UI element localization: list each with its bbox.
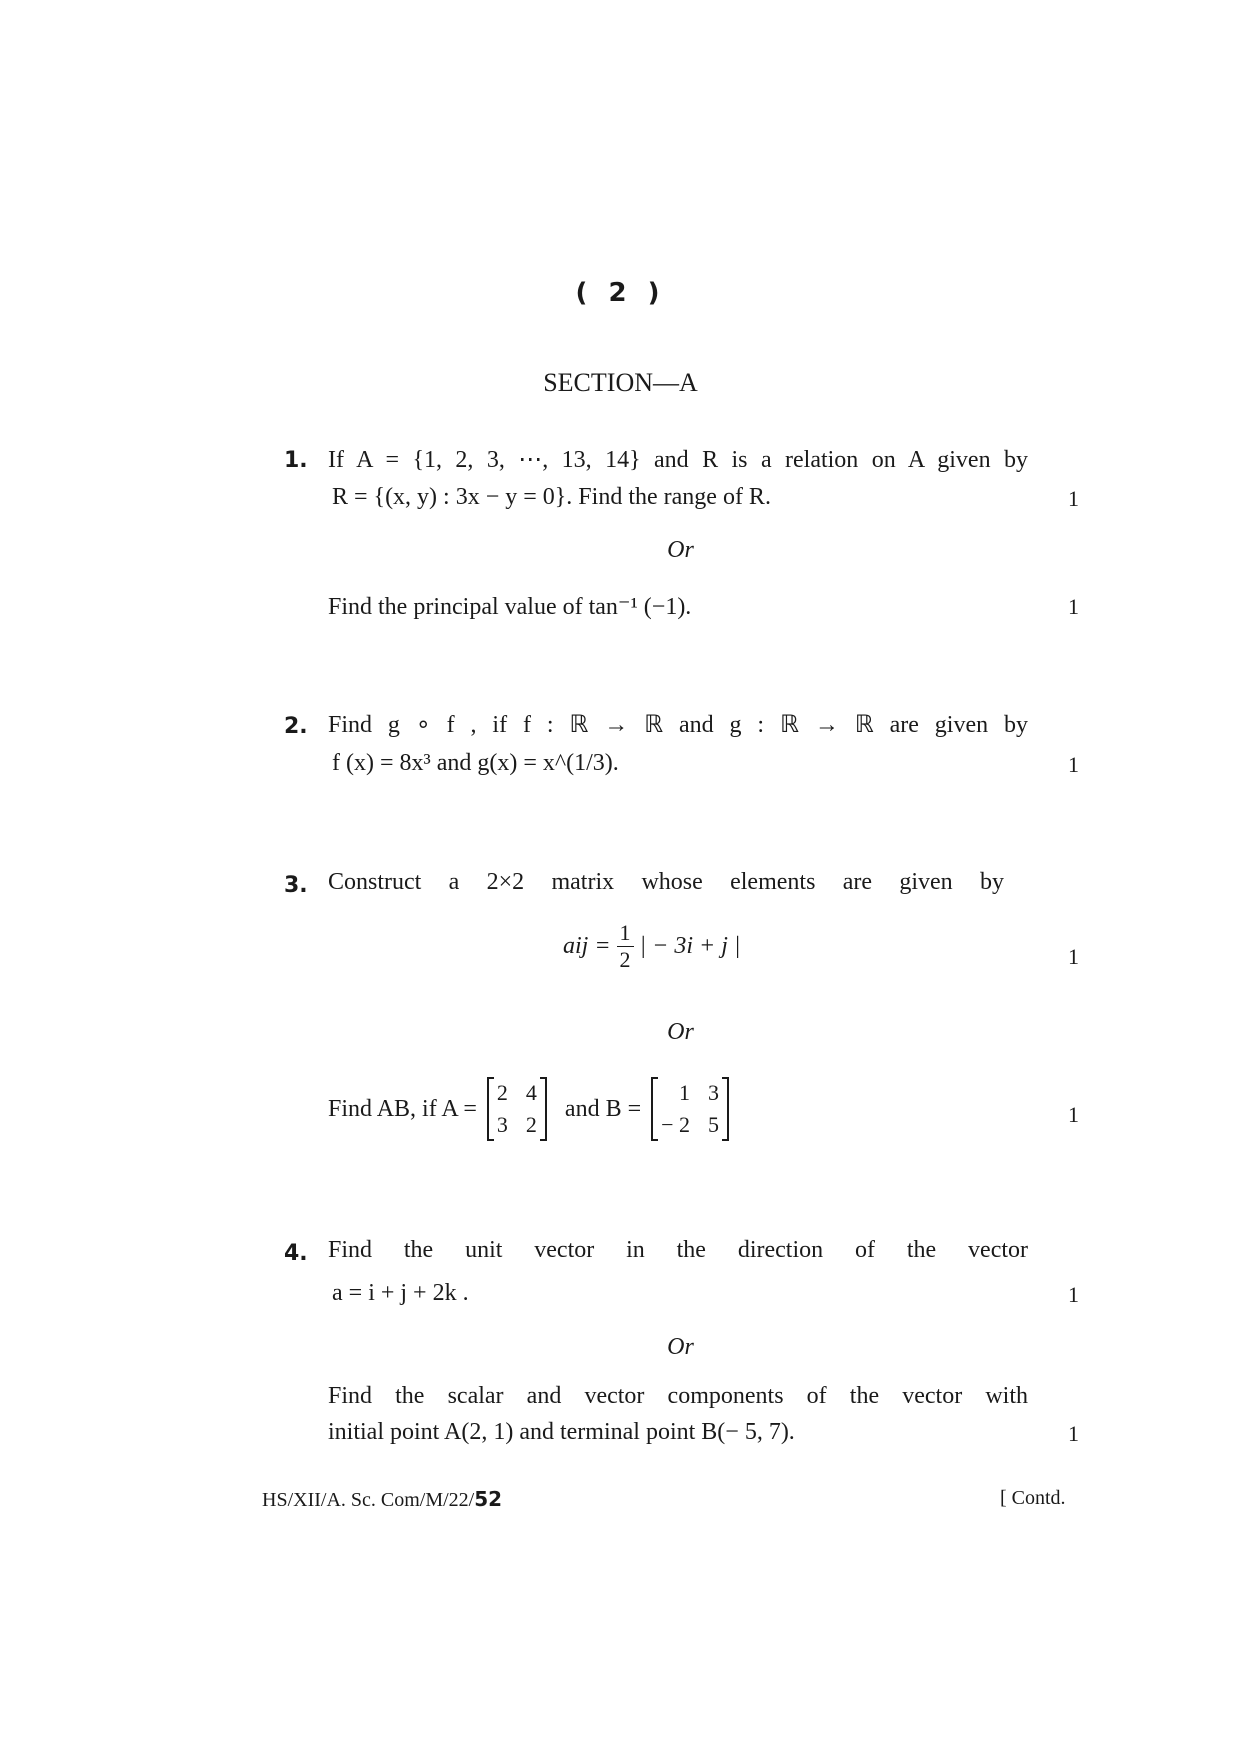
matrix-a-cell: 3 — [496, 1112, 508, 1137]
alt-prefix: Find AB, if A = — [328, 1095, 477, 1122]
question-1-line-2: R = {(x, y) : 3x − y = 0}. Find the range of R. — [332, 484, 771, 510]
alt-mid: and B = — [564, 1095, 642, 1122]
question-4-line-1: Find the unit vector in the direction of the vector — [328, 1237, 1028, 1263]
or-separator: Or — [667, 1019, 694, 1045]
paper-code — [262, 1487, 502, 1512]
question-4-number: 4. — [284, 1241, 308, 1266]
question-4-alternative-line-1: Find the scalar and vector components of the vector with — [328, 1383, 1028, 1409]
section-title: SECTION—A — [543, 368, 698, 397]
fraction-denominator: 2 — [619, 947, 631, 972]
or-separator: Or — [667, 537, 694, 563]
matrix-b — [651, 1078, 729, 1140]
question-3-mark: 1 — [1068, 944, 1079, 969]
matrix-a-cell: 2 — [525, 1112, 537, 1137]
question-1-alternative: Find the principal value of tan⁻¹ (−1). — [328, 594, 692, 620]
question-3-formula — [563, 920, 740, 973]
formula-fraction — [617, 920, 634, 973]
question-4-mark: 1 — [1068, 1282, 1079, 1307]
or-separator: Or — [667, 1334, 694, 1360]
question-4-alt-mark: 1 — [1068, 1421, 1079, 1446]
matrix-b-cell: 3 — [708, 1080, 720, 1105]
formula-rhs: | − 3i + j | — [639, 933, 741, 959]
formula-lhs: aij = — [563, 933, 611, 959]
matrix-a-cell: 4 — [525, 1080, 537, 1105]
question-3-number: 3. — [284, 873, 308, 898]
question-3-line-1: Construct a 2×2 matrix whose elements are given by — [328, 869, 1004, 895]
question-2-number: 2. — [284, 714, 308, 739]
matrix-a-cell: 2 — [496, 1080, 508, 1105]
question-1-line-1: If A = {1, 2, 3, ⋯, 13, 14} and R is a relation on A given by — [328, 447, 1028, 473]
question-3-alt-mark: 1 — [1068, 1102, 1079, 1127]
question-2-line-2: f (x) = 8x³ and g(x) = x^(1/3). — [332, 750, 619, 776]
paper-code-bold: 52 — [474, 1487, 503, 1511]
question-3-alternative — [328, 1078, 729, 1140]
question-1-alt-mark: 1 — [1068, 594, 1079, 619]
matrix-b-cell: − 2 — [661, 1112, 691, 1137]
matrix-b-cell: 5 — [708, 1112, 720, 1137]
question-2-line-1: Find g ∘ f , if f : ℝ → ℝ and g : ℝ → ℝ are given by — [328, 712, 1028, 738]
question-1-mark: 1 — [1068, 486, 1079, 511]
paper-code-text: HS/XII/A. Sc. Com/M/22/ — [262, 1489, 475, 1511]
question-4-line-2: a = i + j + 2k . — [332, 1280, 469, 1306]
question-4-alternative-line-2: initial point A(2, 1) and terminal point B(− 5, 7). — [328, 1419, 795, 1445]
matrix-b-cell: 1 — [679, 1080, 691, 1105]
question-2-mark: 1 — [1068, 752, 1079, 777]
question-1-number: 1. — [284, 448, 308, 473]
fraction-numerator: 1 — [617, 920, 634, 947]
matrix-a — [487, 1078, 547, 1140]
page-number: ( 2 ) — [575, 278, 666, 308]
continued-label: [ Contd. — [1000, 1487, 1066, 1509]
